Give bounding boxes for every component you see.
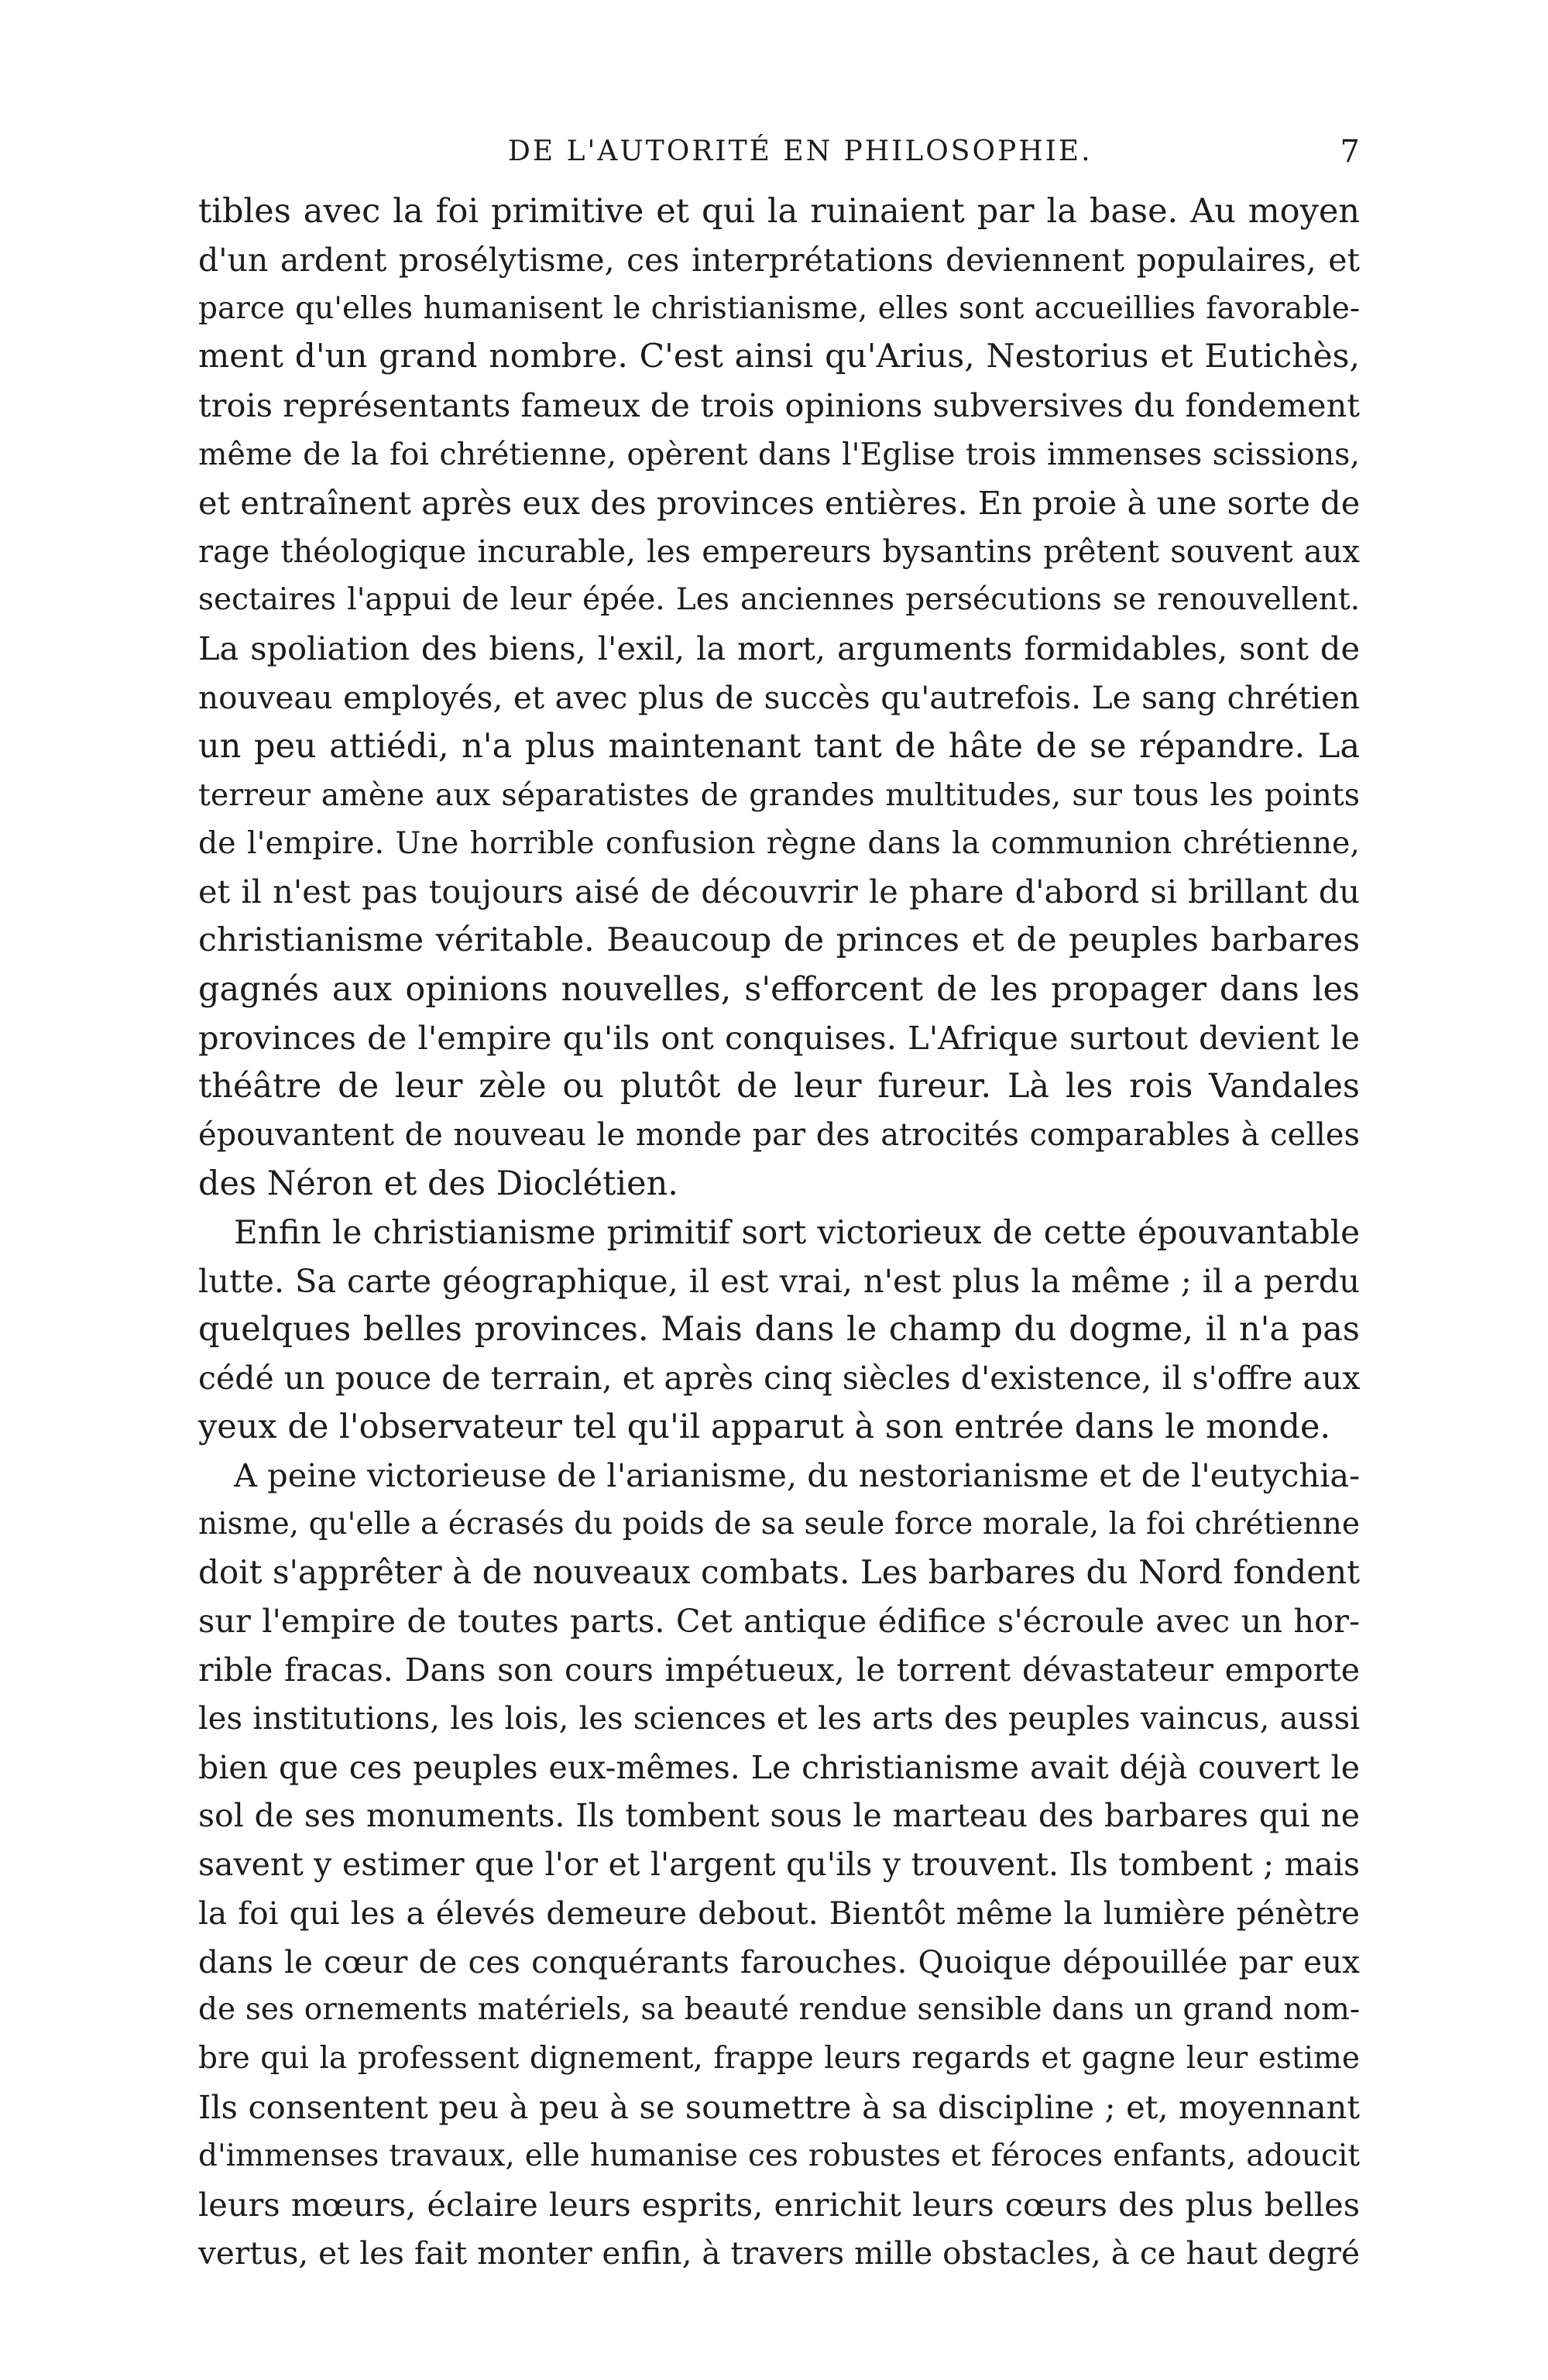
text-line: quelques belles provinces. Mais dans le champ du dogme, il n'a pas	[198, 1310, 1360, 1349]
text-line: des Néron et des Dioclétien.	[198, 1164, 678, 1203]
text-line: les institutions, les lois, les sciences et les arts des peuples vaincus, aussi	[198, 1700, 1360, 1737]
text-line: sectaires l'appui de leur épée. Les anciennes persécutions se renouvellent.	[198, 582, 1360, 618]
text-line: nouveau employés, et avec plus de succès qu'autrefois. Le sang chrétien	[198, 678, 1360, 716]
text-line: ment d'un grand nombre. C'est ainsi qu'Arius, Nestorius et Eutichès,	[198, 338, 1360, 376]
text-line: cédé un pouce de terrain, et après cinq siècles d'existence, il s'offre aux	[198, 1360, 1360, 1397]
running-head-title: DE L'AUTORITÉ EN PHILOSOPHIE.	[508, 135, 1093, 167]
text-line: sur l'empire de toutes parts. Cet antique édifice s'écroule avec un hor-	[198, 1602, 1360, 1641]
text-line: christianisme véritable. Beaucoup de princes et de peuples barbares	[198, 921, 1360, 959]
text-line: de ses ornements matériels, sa beauté rendue sensible dans un grand nom-	[198, 1992, 1360, 2028]
text-line: Ils consentent peu à peu à se soumettre à sa discipline ; et, moyennant	[198, 2088, 1360, 2127]
text-line: bien que ces peuples eux-mêmes. Le christianisme avait déjà couvert le	[198, 1748, 1360, 1786]
text-line: La spoliation des biens, l'exil, la mort, arguments formidables, sont de	[198, 629, 1360, 668]
paragraph-first-line: A peine victorieuse de l'arianisme, du nestorianisme et de l'eutychia-	[234, 1456, 1360, 1494]
text-line: tibles avec la foi primitive et qui la ruinaient par la base. Au moyen	[198, 192, 1360, 231]
paragraph-first-line: Enfin le christianisme primitif sort victorieux de cette épouvantable	[234, 1212, 1360, 1251]
text-line: épouvantent de nouveau le monde par des atrocités comparables à celles	[198, 1117, 1360, 1154]
text-line: provinces de l'empire qu'ils ont conquises. L'Afrique surtout devient le	[198, 1018, 1360, 1057]
text-line: même de la foi chrétienne, opèrent dans l'Eglise trois immenses scissions,	[198, 436, 1360, 472]
text-line: d'un ardent prosélytisme, ces interprétations deviennent populaires, et	[198, 241, 1360, 279]
text-line: d'immenses travaux, elle humanise ces robustes et féroces enfants, adoucit	[198, 2138, 1360, 2173]
text-line: savent y estimer que l'or et l'argent qu'ils y trouvent. Ils tombent ; mais	[198, 1846, 1360, 1884]
text-line: leurs mœurs, éclaire leurs esprits, enrichit leurs cœurs des plus belles	[198, 2185, 1360, 2224]
running-head	[198, 129, 1360, 175]
page-number: 7	[1340, 134, 1360, 170]
text-line: trois représentants fameux de trois opinions subversives du fondement	[198, 386, 1360, 425]
text-line: un peu attiédi, n'a plus maintenant tant de hâte de se répandre. La	[198, 726, 1360, 766]
body-text	[198, 187, 1360, 2278]
text-line: terreur amène aux séparatistes de grandes multitudes, sur tous les points	[198, 777, 1360, 813]
text-line: nisme, qu'elle a écrasés du poids de sa seule force morale, la foi chrétienne	[198, 1506, 1360, 1542]
text-line: lutte. Sa carte géographique, il est vrai, n'est plus la même ; il a perdu	[198, 1261, 1360, 1300]
text-line: vertus, et les fait monter enfin, à travers mille obstacles, à ce haut degré	[198, 2234, 1360, 2272]
text-line: de l'empire. Une horrible confusion règne dans la communion chrétienne,	[198, 825, 1360, 862]
text-line: rible fracas. Dans son cours impétueux, le torrent dévastateur emporte	[198, 1651, 1360, 1689]
text-line: doit s'apprêter à de nouveaux combats. Les barbares du Nord fondent	[198, 1553, 1360, 1592]
text-line: théâtre de leur zèle ou plutôt de leur fureur. Là les rois Vandales	[198, 1067, 1360, 1106]
text-line: yeux de l'observateur tel qu'il apparut à son entrée dans le monde.	[198, 1407, 1331, 1446]
text-line: rage théologique incurable, les empereurs bysantins prêtent souvent aux	[198, 533, 1360, 570]
text-line: la foi qui les a élevés demeure debout. Bientôt même la lumière pénètre	[198, 1894, 1360, 1932]
text-line: parce qu'elles humanisent le christianisme, elles sont accueillies favorable-	[198, 290, 1360, 326]
text-line: et entraînent après eux des provinces entières. En proie à une sorte de	[198, 483, 1360, 522]
text-line: sol de ses monuments. Ils tombent sous le marteau des barbares qui ne	[198, 1797, 1360, 1835]
text-line: gagnés aux opinions nouvelles, s'efforcent de les propager dans les	[198, 969, 1360, 1009]
text-line: bre qui la professent dignement, frappe leurs regards et gagne leur estime	[198, 2041, 1360, 2076]
text-line: dans le cœur de ces conquérants farouches. Quoique dépouillée par eux	[198, 1943, 1360, 1980]
text-line: et il n'est pas toujours aisé de découvrir le phare d'abord si brillant du	[198, 873, 1360, 911]
